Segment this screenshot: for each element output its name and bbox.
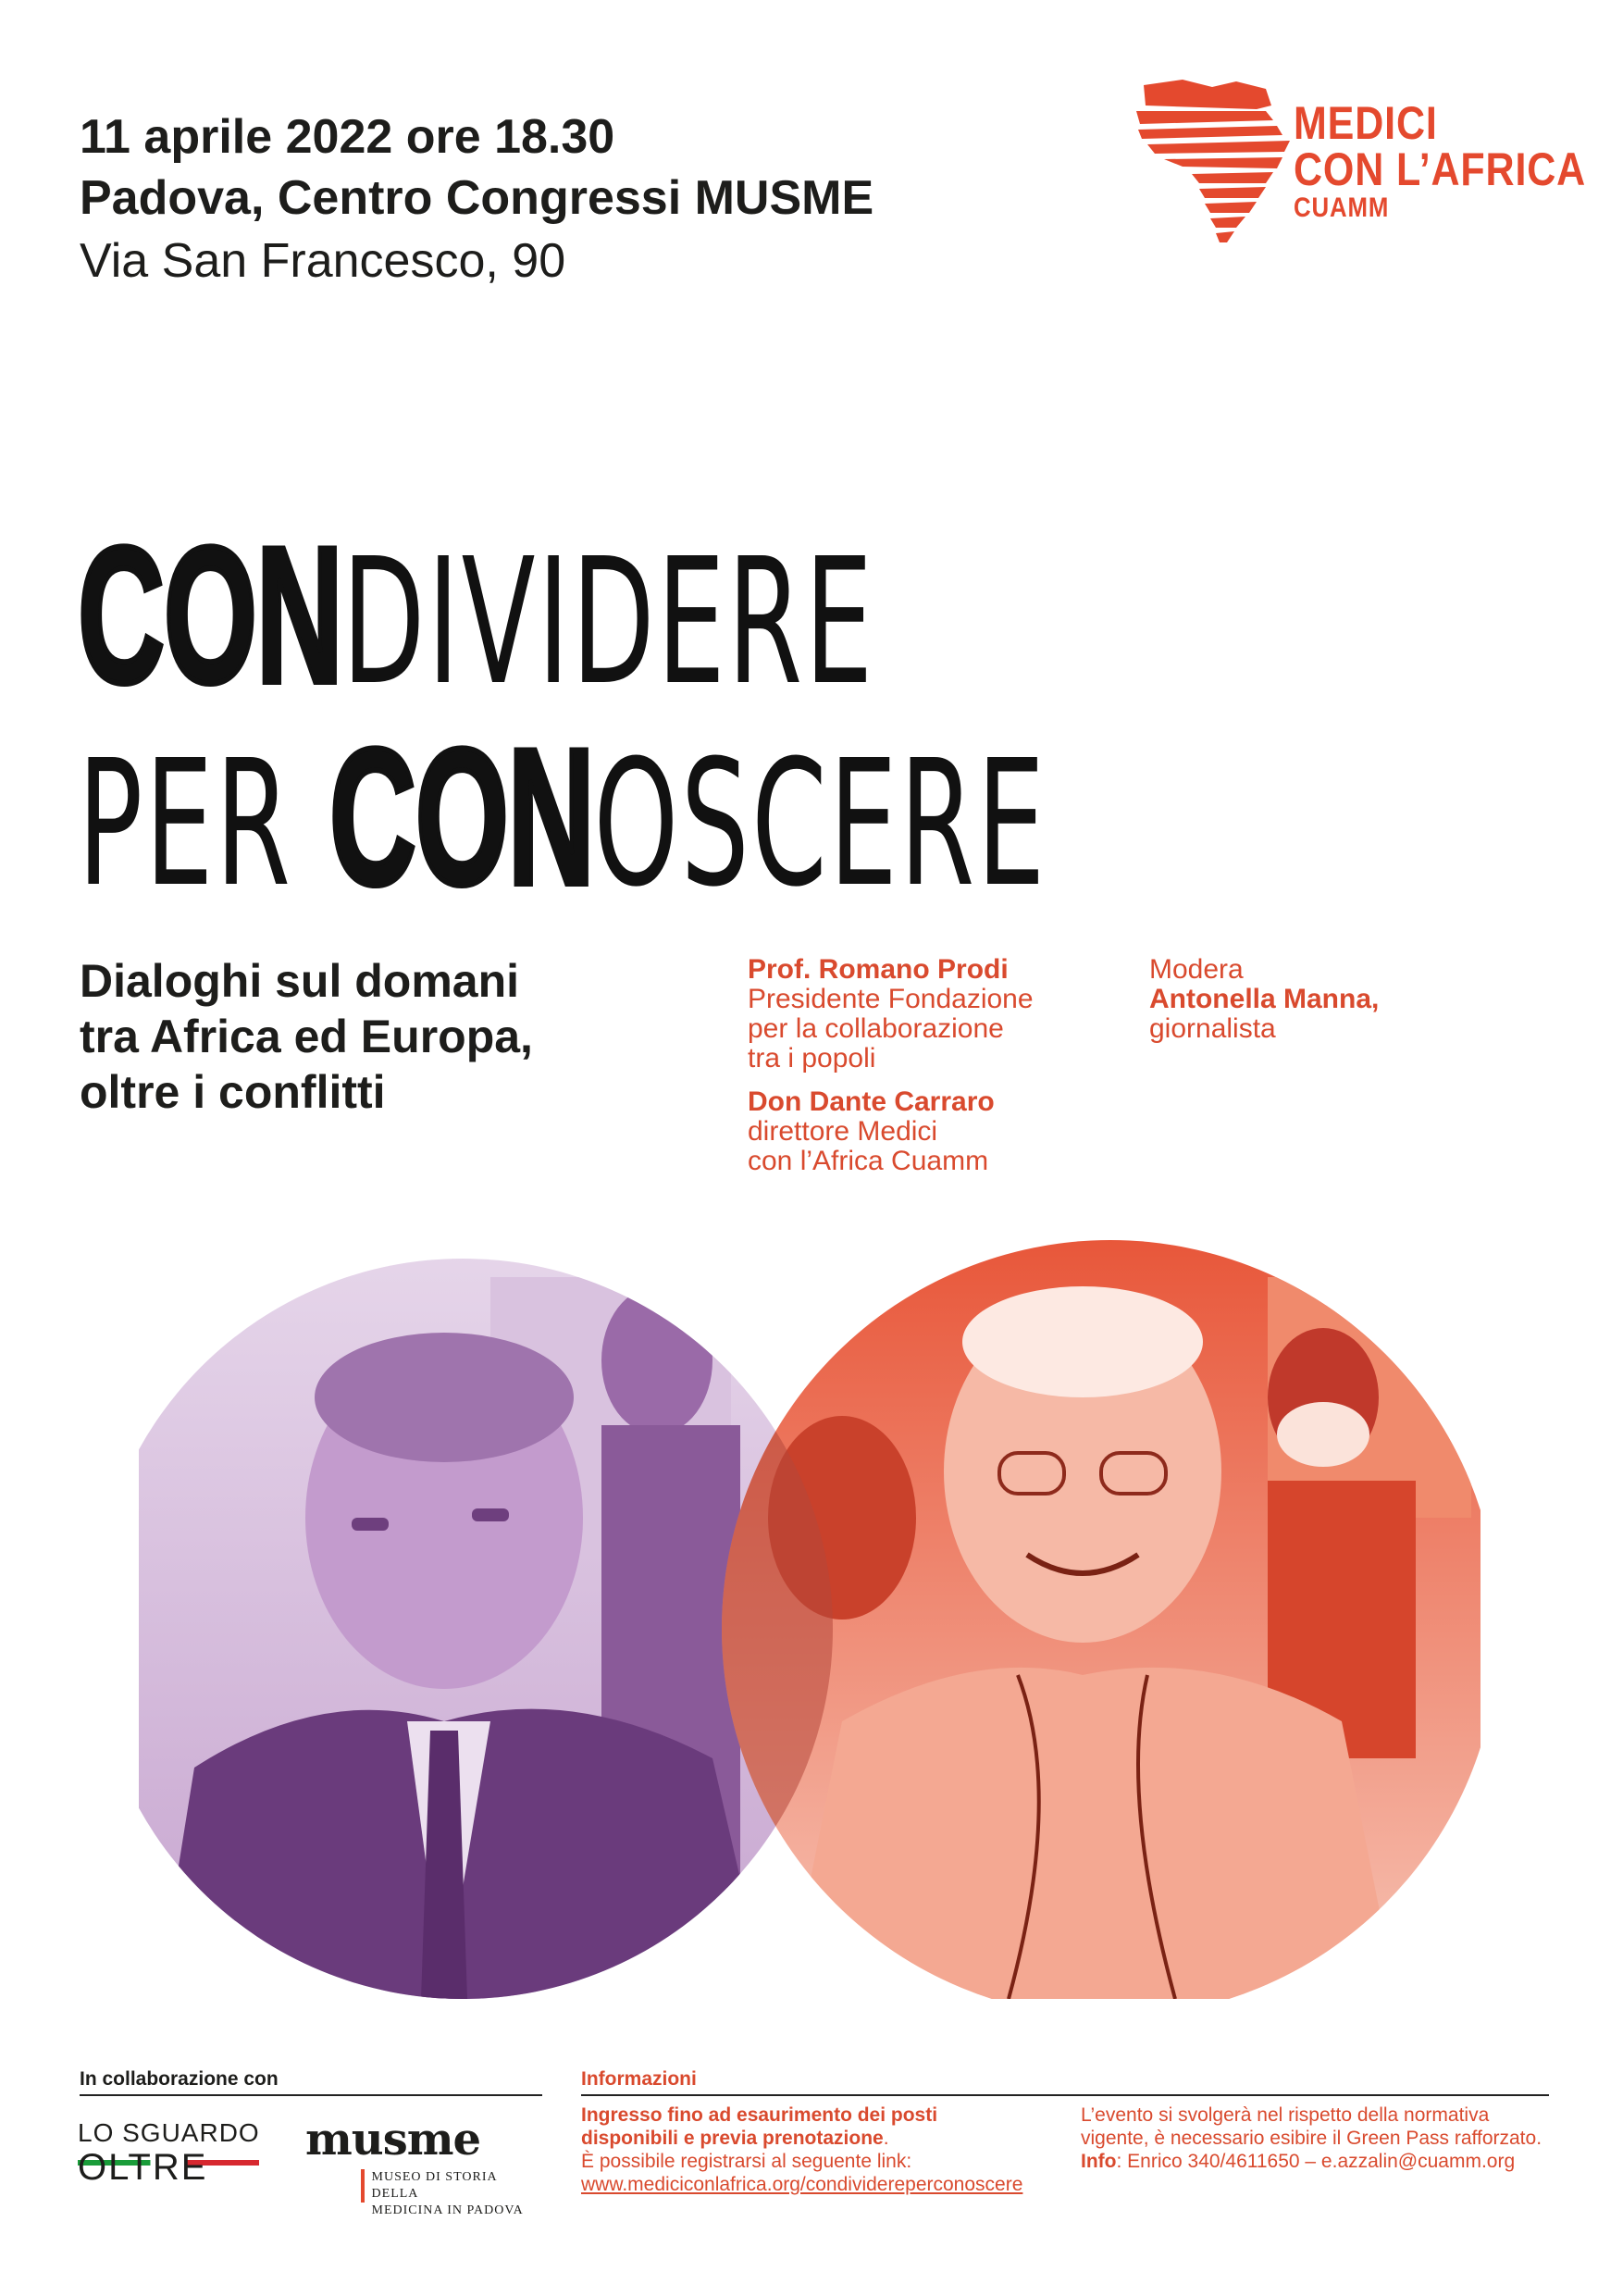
lo-sguardo-oltre-logo — [78, 2119, 263, 2203]
musme-accent-bar — [361, 2169, 365, 2203]
title-thin-oscere: OSCERE — [593, 723, 1047, 925]
speaker-role-line: tra i popoli — [748, 1043, 876, 1074]
partner2-name: musme — [305, 2114, 481, 2166]
speaker-role-line: Presidente Fondazione — [748, 984, 1034, 1014]
note-line-1: L’evento si svolgerà nel rispetto della normativa — [1081, 2104, 1490, 2126]
title-row-2 — [78, 708, 1047, 925]
event-title — [78, 506, 1623, 925]
title-bold-con-2: CON — [328, 708, 594, 925]
speaker-role-line: direttore Medici — [748, 1116, 938, 1147]
event-venue: Padova, Centro Congressi MUSME — [80, 171, 874, 225]
speaker-photos — [139, 1240, 1481, 1999]
partner2-line2: MEDICINA IN PADOVA — [371, 2203, 524, 2217]
info-label: Informazioni — [581, 2068, 697, 2090]
title-thin-dividere: DIVIDERE — [341, 521, 875, 724]
subtitle-line-3: oltre i conflitti — [80, 1066, 386, 1118]
speaker-prodi — [748, 955, 1081, 1074]
speaker-role-line: per la collaborazione — [748, 1013, 1004, 1044]
subtitle-line-1: Dialoghi sul domani — [80, 955, 520, 1007]
musme-logo — [305, 2114, 527, 2217]
covid-note — [1081, 2104, 1562, 2173]
title-thin-per: PER — [78, 723, 329, 925]
contact-label: Info — [1081, 2151, 1117, 2172]
speaker-name: Prof. Romano Prodi — [748, 954, 1009, 985]
moderator-name: Antonella Manna, — [1149, 984, 1380, 1014]
logo-line-1: MEDICI — [1294, 97, 1438, 149]
title-row-1 — [78, 506, 1047, 724]
note-line-2: vigente, è necessario esibire il Green Pass rafforzato. — [1081, 2128, 1542, 2149]
contact-text: : Enrico 340/4611650 – e.azzalin@cuamm.org — [1116, 2151, 1516, 2172]
registration-link[interactable]: www.mediciconlafrica.org/condividereperconoscere — [581, 2174, 1023, 2195]
partner1-line1: LO SGUARDO — [78, 2118, 260, 2147]
speaker-moderator — [1149, 955, 1482, 1044]
info-text: È possibile registrarsi al seguente link: — [581, 2151, 912, 2172]
speaker-carraro — [748, 1087, 1081, 1176]
event-subtitle — [80, 953, 672, 1120]
moderator-label: Modera — [1149, 954, 1244, 985]
moderator-role: giornalista — [1149, 1013, 1276, 1044]
speaker-role-line: con l’Africa Cuamm — [748, 1146, 989, 1176]
collaboration-label: In collaborazione con — [80, 2068, 279, 2090]
info-dot: . — [883, 2128, 889, 2149]
speaker-name: Don Dante Carraro — [748, 1086, 995, 1117]
footer-divider-left — [80, 2094, 542, 2096]
subtitle-line-2: tra Africa ed Europa, — [80, 1011, 533, 1062]
registration-info — [581, 2104, 1062, 2196]
event-date-time: 11 aprile 2022 ore 18.30 — [80, 110, 615, 164]
info-bold-1: Ingresso fino ad esaurimento dei posti — [581, 2104, 938, 2126]
event-address: Via San Francesco, 90 — [80, 234, 566, 288]
partner1-line2: OLTRE — [78, 2147, 208, 2188]
footer-divider-right — [581, 2094, 1549, 2096]
logo-line-2: CON L’AFRICA — [1294, 143, 1587, 195]
title-bold-con-1: CON — [78, 506, 342, 724]
info-bold-2: disponibili e previa prenotazione — [581, 2128, 884, 2149]
logo-line-3: CUAMM — [1294, 192, 1390, 223]
partner2-line1: MUSEO DI STORIA DELLA — [371, 2170, 497, 2201]
cuamm-logo-text — [1294, 97, 1623, 224]
